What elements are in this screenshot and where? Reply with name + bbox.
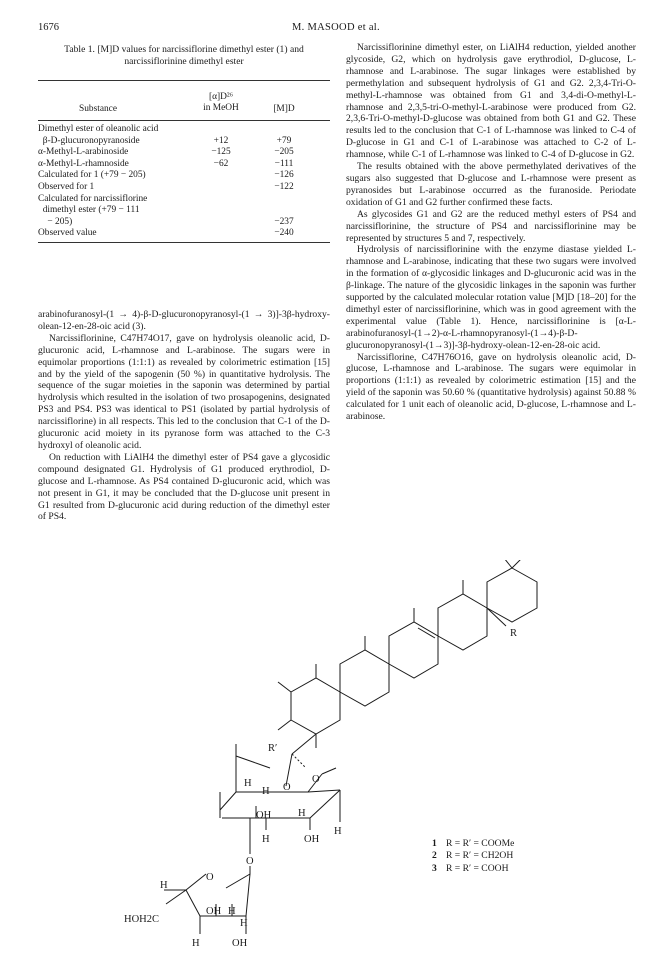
paragraph: The results obtained with the above permethylated derivatives of the sugars also suggested that D-glucose and L-rhamnose were present as pyranosides but L-arabinose occurred as the furanoside. Periodate oxidation of G1 and G2 further confirmed these facts.	[346, 161, 636, 208]
label-oh: OH	[206, 906, 222, 917]
label-oh: OH	[304, 834, 320, 845]
cell-substance: α-Methyl-L-arabinoside	[38, 147, 129, 158]
label-h: H	[334, 826, 342, 837]
label-o-glycosidic: O	[246, 856, 254, 867]
col-header-m: [M]D	[273, 104, 295, 114]
cell-alpha: −125	[211, 147, 231, 158]
col-header-alpha: [α]D²⁶ in MeOH	[203, 92, 239, 113]
table-row	[38, 136, 330, 148]
label-oh: OH	[232, 938, 248, 949]
label-h: H	[262, 834, 270, 845]
cell-substance: α-Methyl-L-rhamnoside	[38, 158, 129, 169]
cell-substance: Observed for 1	[38, 182, 95, 192]
cell-alpha: +12	[213, 135, 229, 146]
table-caption: Table 1. [M]D values for narcissiflorine dimethyl ester (1) and narcissiflorinine dimethyl ester	[64, 44, 304, 67]
label-o-furanose: O	[206, 872, 214, 883]
triterpene-skeleton	[278, 560, 537, 786]
label-o-aglycone: O	[283, 782, 291, 793]
label-h: H	[262, 786, 270, 797]
paragraph: As glycosides G1 and G2 are the reduced methyl esters of PS4 and narcissiflorinine, the structure of PS4 and narcissiflorinine may be represented by structures 5 and 7, respectively.	[346, 208, 636, 244]
label-r: R	[510, 628, 518, 639]
legend-item-1: 1 R = R′ = COOMe	[432, 838, 515, 849]
right-column	[346, 42, 636, 423]
cell-substance: β-D-glucuronopyranoside	[38, 135, 140, 146]
left-column	[38, 309, 330, 523]
page-header	[38, 22, 634, 38]
cell-m: −205	[274, 147, 294, 158]
paragraph: Narcissiflorinine, C47H74O17, gave on hydrolysis oleanolic acid, D-glucuronic acid, L-rhamnose and L-arabinose. The sugars were in equimolar proportions (1:1:1) as revealed by colorimetric estimation [15] and by the yield of the sapogenin (50 %) in quantitative hydrolysis. The sequence of the sugar moieties in the saponin was determined by partial hydrolysis which resulted in the isolation of two prosapogenins, designated PS3 and PS4. PS3 was identical to PS1 (isolated by partial hydrolysis of narcissiflorine) in all respects. This led to the conclusion that C-1 of the D-glucuronic acid moiety in its pyranose form was attached to the C-3 hydroxyl of oleanolic acid.	[38, 332, 330, 451]
table-row	[38, 205, 330, 217]
paragraph: On reduction with LiAlH4 the dimethyl ester of PS4 gave a glycosidic compound designated G1. Hydrolysis of G1 produced erythrodiol, D-glucose and L-rhamnose. As PS4 contained D-glucuronic acid, which was not present in G1, it may be concluded that the D-glucose unit present in G1 resulted from D-glucuronic acid during reduction of the dimethyl ester of PS4.	[38, 451, 330, 523]
cell-m: +79	[276, 135, 292, 146]
label-h: H	[298, 808, 306, 819]
paragraph: Hydrolysis of narcissiflorinine with the enzyme diastase yielded L-rhamnose and L-arabinose, indicating that these two sugars were involved in the formation of α-glycosidic linkages and D-glucuronic acid was in the β-linkage. The nature of the glycosidic linkages in the saponin was further supported by the calculated molecular rotation value [M]D [18–20] for the dimethyl ester of narcissiflorinine, which was in good agreement with the experimental value (Table 1). Hence, narcissiflorinine is [α-L-arabinofuranosyl-(1→2)-α-L-rhamnopyranosyl-(1→4)-β-D-glucuronopyranosyl-(1→3)]-3β-hydroxy-olean-12-en-28-oic acid.	[346, 244, 636, 351]
cell-m: −237	[274, 216, 294, 227]
table-row	[38, 194, 330, 206]
cell-substance: Calculated for narcissiflorine	[38, 193, 148, 204]
label-h: H	[240, 918, 248, 929]
legend-item-2: 2 R = R′ = CH2OH	[432, 850, 514, 862]
label-hoh2c: HOH2C	[124, 914, 160, 925]
table-row	[38, 147, 330, 159]
paragraph: Narcissiflorine, C47H76O16, gave on hydrolysis oleanolic acid, D-glucose, L-rhamnose and L-arabinose. The sugars were equimolar in proportions (1:1:1) as revealed by colorimetric estimation [15] and the yield of the saponin was 50.60 % (quantitative hydrolysis) against 50.88 % calculated for 1 unit each of oleanolic acid, D-glucose, L-rhamnose and L-arabinose.	[346, 351, 636, 423]
cell-m: −111	[274, 158, 294, 169]
cell-substance: Dimethyl ester of oleanolic acid	[38, 124, 159, 134]
table-row	[38, 182, 330, 194]
cell-alpha: −62	[213, 158, 229, 169]
col-header-substance: Substance	[78, 104, 117, 114]
glucuronopyranose-ring	[220, 744, 340, 854]
cell-substance: − 205)	[38, 216, 73, 227]
legend-item-3: 3 R = R′ = COOH	[432, 862, 509, 874]
table-row	[38, 228, 330, 240]
running-head: M. MASOOD et al.	[292, 22, 380, 33]
cell-m: −126	[274, 170, 294, 181]
structure-labels	[124, 628, 517, 949]
cell-substance: dimethyl ester (+79 − 111	[38, 205, 140, 216]
label-h: H	[160, 880, 168, 891]
table-top-rule	[38, 80, 330, 81]
paragraph: arabinofuranosyl-(1 → 4)-β-D-glucuronopyranosyl-(1 → 3)]-3β-hydroxy-olean-12-en-28-oic acid (3).	[38, 309, 330, 332]
cell-substance: Calculated for 1 (+79 − 205)	[38, 170, 146, 181]
cell-m: −240	[274, 228, 294, 239]
table-bottom-rule	[38, 242, 330, 243]
label-h: H	[244, 778, 252, 789]
table-row	[38, 159, 330, 171]
label-o-pyranose: O	[312, 774, 320, 785]
structure-legend	[432, 838, 514, 875]
label-h: H	[192, 938, 200, 949]
paragraph: Narcissiflorinine dimethyl ester, on LiAlH4 reduction, yielded another glycoside, G2, which on hydrolysis gave erythrodiol, D-glucose, L-rhamnose and L-arabinose. The sugar linkages were established by permethylation and subsequent hydrolysis of G1 and G2. 2,3,4-Tri-O-methyl-L-rhamnose was obtained from G1 and 3,4-di-O-methyl-L-rhamnose and 2,3,5-tri-O-methyl-L-arabinose were produced from G2. 2,3,6-Tri-O-methyl-D-glucose was obtained from both G1 and G2. These results led to the conclusion that C-1 of L-rhamnose was linked to C-4 of D-glucose in G1 and C-1 of L-arabinose was attached to C-2 of L-rhamnose, while C-1 of L-rhamnose was linked to C-4 of D-glucose in G2.	[346, 42, 636, 161]
label-h: H	[228, 906, 236, 917]
label-oh: OH	[256, 810, 272, 821]
table-row	[38, 124, 330, 136]
cell-m: −122	[274, 182, 294, 192]
label-r-prime: R′	[268, 743, 278, 754]
table-row	[38, 217, 330, 229]
page-number: 1676	[38, 22, 59, 33]
cell-substance: Observed value	[38, 228, 97, 239]
chemical-structure	[0, 560, 672, 960]
table-row	[38, 170, 330, 182]
table-header-rule	[38, 120, 330, 121]
